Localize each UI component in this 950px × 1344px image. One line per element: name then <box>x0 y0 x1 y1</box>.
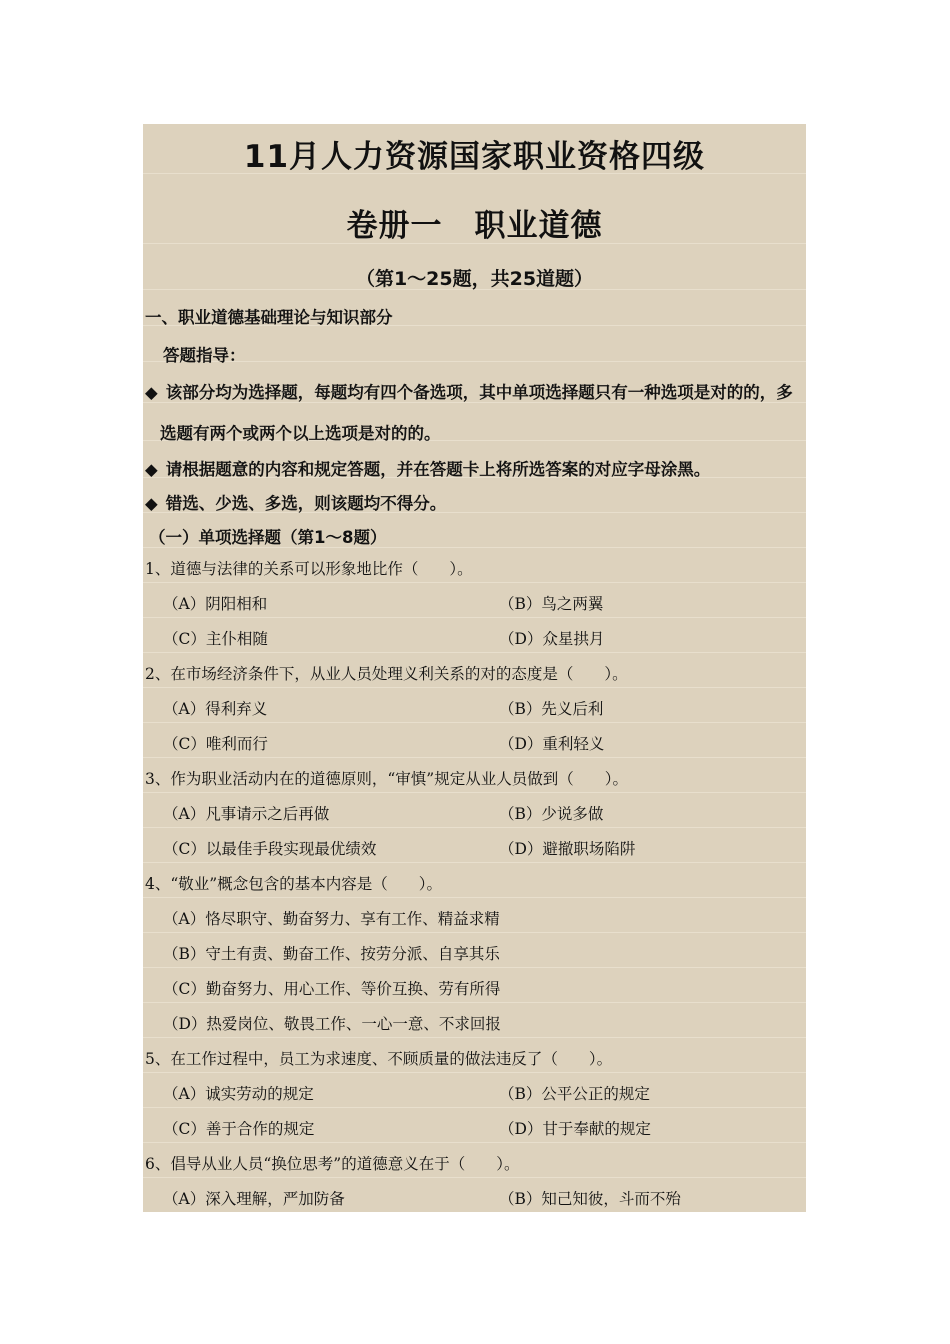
question-stem: 5、在工作过程中，员工为求速度、不顾质量的做法违反了（ ）。 <box>145 1050 613 1068</box>
option-a: （A）阴阳相和 <box>163 595 268 613</box>
bullet-diamond-icon: ◆ <box>145 494 158 513</box>
guide-label: 答题指导： <box>163 346 246 365</box>
page-subtitle: 卷册一 职业道德 <box>346 208 603 244</box>
option-b: （B）知己知彼，斗而不殆 <box>499 1190 681 1208</box>
options-row <box>143 933 806 968</box>
question-stem: 1、道德与法律的关系可以形象地比作（ ）。 <box>145 560 473 578</box>
option-b: （B）少说多做 <box>499 805 604 823</box>
section-heading: 一、职业道德基础理论与知识部分 <box>145 308 393 327</box>
option-b: （B）公平公正的规定 <box>499 1085 650 1103</box>
question-stem-row <box>143 548 806 583</box>
option-a: （A）诚实劳动的规定 <box>163 1085 314 1103</box>
guide-text-1: 该部分均为选择题，每题均有四个备选项，其中单项选择题只有一种选项是对的的，多 <box>165 383 793 402</box>
question-stem-row <box>143 1038 806 1073</box>
subsection-heading: （一）单项选择题（第1～8题） <box>149 528 387 547</box>
guide-text-4: 错选、少选、多选，则该题均不得分。 <box>165 494 447 513</box>
option-d: （D）重利轻义 <box>499 735 605 753</box>
options-row <box>143 688 806 723</box>
title-row <box>143 124 806 174</box>
option-a: （A）深入理解，严加防备 <box>163 1190 345 1208</box>
question-stem-row <box>143 863 806 898</box>
option-d: （D）热爱岗位、敬畏工作、一心一意、不求回报 <box>163 1015 501 1033</box>
bullet-diamond-icon: ◆ <box>145 460 158 479</box>
option-d: （D）甘于奉献的规定 <box>499 1120 651 1138</box>
question-stem: 4、“敬业”概念包含的基本内容是（ ）。 <box>145 875 442 893</box>
question-stem-row <box>143 758 806 793</box>
option-b: （B）鸟之两翼 <box>499 595 604 613</box>
options-row <box>143 828 806 863</box>
question-stem: 2、在市场经济条件下，从业人员处理义利关系的对的态度是（ ）。 <box>145 665 628 683</box>
section-row <box>143 290 806 326</box>
options-row <box>143 793 806 828</box>
options-row <box>143 1178 806 1212</box>
question-stem: 6、倡导从业人员“换位思考”的道德意义在于（ ）。 <box>145 1155 520 1173</box>
option-c: （C）善于合作的规定 <box>163 1120 315 1138</box>
option-a: （A）恪尽职守、勤奋努力、享有工作、精益求精 <box>163 910 500 928</box>
guide-label-row <box>143 326 806 365</box>
guide-row-3 <box>143 441 806 478</box>
option-d: （D）避撤职场陷阱 <box>499 840 636 858</box>
question-stem-row <box>143 653 806 688</box>
options-row <box>143 1003 806 1038</box>
options-row <box>143 1108 806 1143</box>
guide-text-3: 请根据题意的内容和规定答题，并在答题卡上将所选答案的对应字母涂黑。 <box>165 460 711 479</box>
subsection-row <box>143 513 806 548</box>
option-c: （C）以最佳手段实现最优绩效 <box>163 840 377 858</box>
page-title: 11月人力资源国家职业资格四级 <box>243 139 706 175</box>
options-row <box>143 723 806 758</box>
range-row <box>143 244 806 290</box>
guide-row-4 <box>143 478 806 513</box>
options-row <box>143 898 806 933</box>
option-c: （C）主仆相随 <box>163 630 268 648</box>
guide-row-2 <box>143 403 806 441</box>
subtitle-row <box>143 174 806 244</box>
options-row <box>143 618 806 653</box>
options-row <box>143 583 806 618</box>
option-d: （D）众星拱月 <box>499 630 605 648</box>
options-row <box>143 1073 806 1108</box>
option-a: （A）凡事请示之后再做 <box>163 805 330 823</box>
option-b: （B）先义后利 <box>499 700 604 718</box>
option-b: （B）守土有责、勤奋工作、按劳分派、自享其乐 <box>163 945 500 963</box>
question-range: （第1～25题，共25道题） <box>355 268 594 290</box>
option-c: （C）勤奋努力、用心工作、等价互换、劳有所得 <box>163 980 501 998</box>
guide-text-2: 选题有两个或两个以上选项是对的的。 <box>160 424 441 443</box>
guide-row-1 <box>143 362 806 403</box>
bullet-diamond-icon: ◆ <box>145 383 158 402</box>
question-stem: 3、作为职业活动内在的道德原则，“审慎”规定从业人员做到（ ）。 <box>145 770 628 788</box>
question-stem-row <box>143 1143 806 1178</box>
option-a: （A）得利弃义 <box>163 700 268 718</box>
option-c: （C）唯利而行 <box>163 735 268 753</box>
options-row <box>143 968 806 1003</box>
exam-page <box>143 124 806 1212</box>
